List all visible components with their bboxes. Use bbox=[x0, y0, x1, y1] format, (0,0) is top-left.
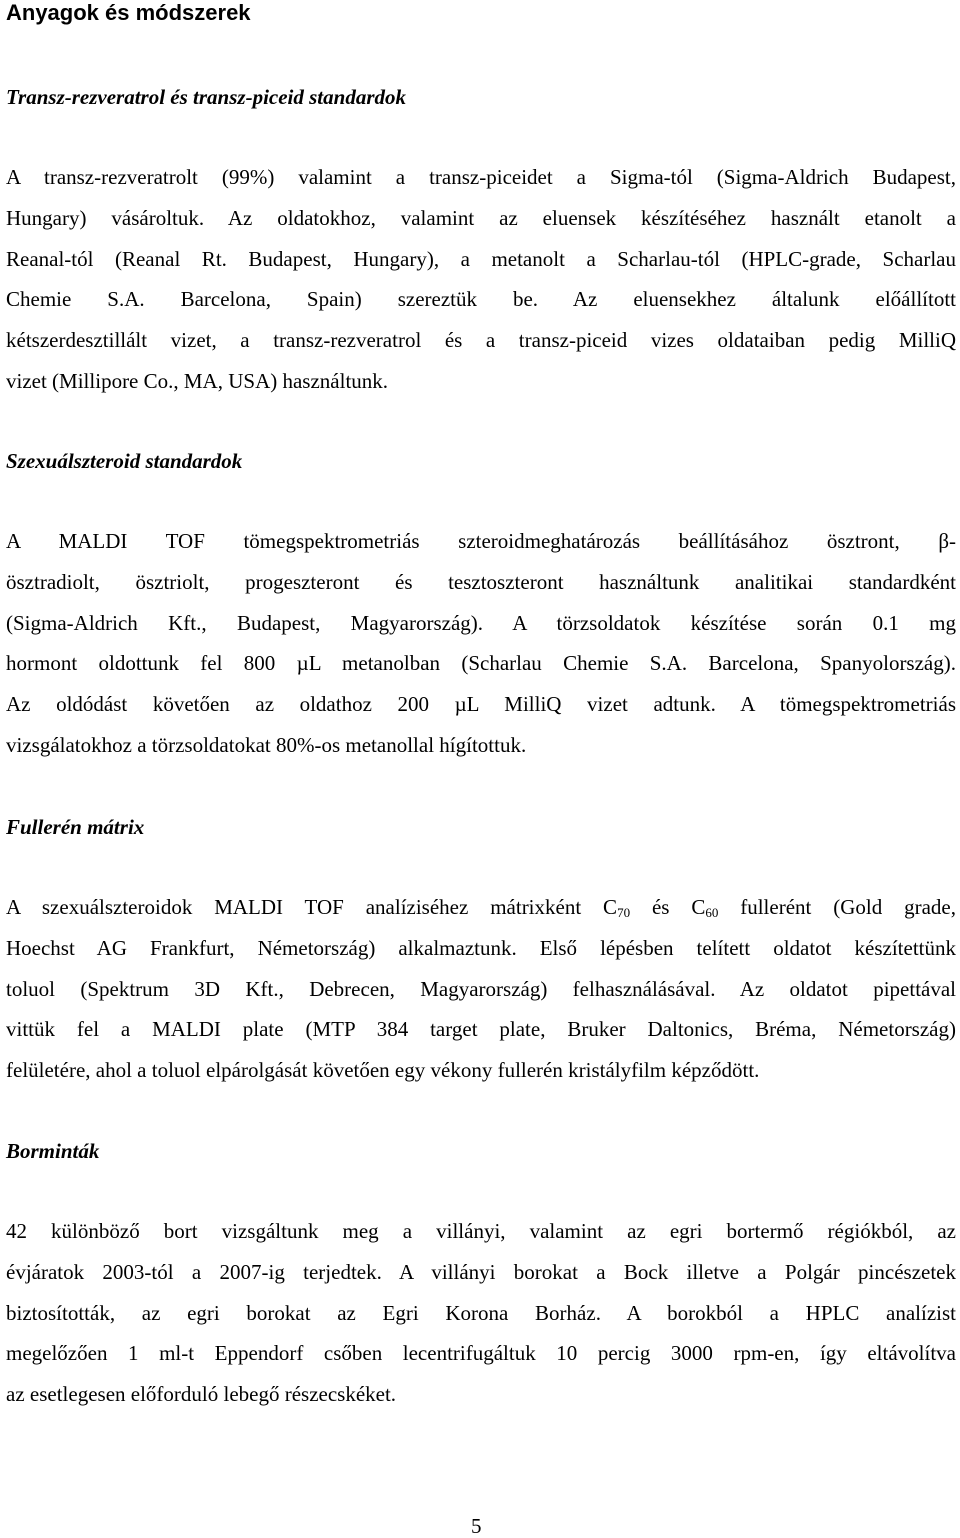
chapter-title: Anyagok és módszerek bbox=[6, 0, 251, 25]
text-line: hormont oldottunk fel 800 µL metanolban (Scharlau Chemie S.A. Barcelona, Spanyolország). bbox=[6, 651, 956, 676]
text-line: ösztradiolt, ösztriolt, progeszteront és tesztoszteront használtunk analitikai standardként bbox=[6, 569, 956, 594]
paragraph-wine-samples bbox=[6, 1211, 956, 1415]
paragraph-steroids bbox=[6, 521, 956, 766]
paragraph-resveratrol bbox=[6, 157, 956, 402]
text-fragment: fullerént (Gold grade, bbox=[718, 895, 956, 919]
text-line: megelőzően 1 ml-t Eppendorf csőben lecentrifugáltuk 10 percig 3000 rpm-en, így eltávolítva bbox=[6, 1341, 956, 1366]
subscript: 70 bbox=[617, 905, 631, 920]
text-line: évjáratok 2003-tól a 2007-ig terjedtek. A villányi borokat a Bock illetve a Polgár pincészetek bbox=[6, 1259, 956, 1284]
section-heading-wine-samples: Borminták bbox=[6, 1139, 100, 1163]
page-number: 5 bbox=[471, 1514, 482, 1538]
text-fragment: és C bbox=[630, 895, 706, 919]
section-heading-steroids: Szexuálszteroid standardok bbox=[6, 449, 243, 473]
text-line: Hungary) vásároltuk. Az oldatokhoz, valamint az eluensek készítéséhez használt etanolt a bbox=[6, 205, 956, 230]
text-line: A transz-rezveratrolt (99%) valamint a transz-piceidet a Sigma-tól (Sigma-Aldrich Budapest, bbox=[6, 165, 956, 189]
text-line: 42 különböző bort vizsgáltunk meg a villányi, valamint az egri bortermő régiókból, az bbox=[6, 1219, 956, 1243]
text-line: felületére, ahol a toluol elpárolgását követően egy vékony fullerén kristályfilm képződött. bbox=[6, 1058, 760, 1083]
text-line: Chemie S.A. Barcelona, Spain) szereztük be. Az eluensekhez általunk előállított bbox=[6, 287, 956, 312]
text-line: Reanal-tól (Reanal Rt. Budapest, Hungary), a metanolt a Scharlau-tól (HPLC-grade, Scharlau bbox=[6, 246, 956, 271]
text-line: vizsgálatokhoz a törzsoldatokat 80%-os metanollal hígítottuk. bbox=[6, 732, 527, 757]
subscript: 60 bbox=[705, 905, 719, 920]
text-line: vittük fel a MALDI plate (MTP 384 target plate, Bruker Daltonics, Bréma, Németország) bbox=[6, 1017, 956, 1042]
paragraph-fullerene bbox=[6, 887, 956, 1091]
text-line: Hoechst AG Frankfurt, Németország) alkalmaztunk. Első lépésben telített oldatot készítettünk bbox=[6, 935, 956, 960]
text-line: biztosították, az egri borokat az Egri Korona Borház. A borokból a HPLC analízist bbox=[6, 1300, 956, 1325]
text-line: az esetlegesen előforduló lebegő részecskéket. bbox=[6, 1382, 397, 1407]
section-heading-resveratrol: Transz-rezveratrol és transz-piceid standardok bbox=[6, 85, 406, 109]
section-heading-fullerene: Fullerén mátrix bbox=[6, 815, 145, 839]
text-line: (Sigma-Aldrich Kft., Budapest, Magyarország). A törzsoldatok készítése során 0.1 mg bbox=[6, 610, 956, 635]
text-fragment: A szexuálszteroidok MALDI TOF analíziséhez mátrixként C bbox=[6, 895, 618, 919]
text-line bbox=[6, 887, 956, 928]
text-line: vizet (Millipore Co., MA, USA) használtunk. bbox=[6, 368, 389, 393]
text-line: Az oldódást követően az oldathoz 200 µL MilliQ vizet adtunk. A tömegspektrometriás bbox=[6, 692, 956, 717]
text-line: A MALDI TOF tömegspektrometriás szteroidmeghatározás beállításához ösztront, β- bbox=[6, 529, 956, 553]
text-line: toluol (Spektrum 3D Kft., Debrecen, Magyarország) felhasználásával. Az oldatot pipettával bbox=[6, 976, 956, 1001]
text-line: kétszerdesztillált vizet, a transz-rezveratrol és a transz-piceid vizes oldataiban pedig MilliQ bbox=[6, 328, 956, 353]
